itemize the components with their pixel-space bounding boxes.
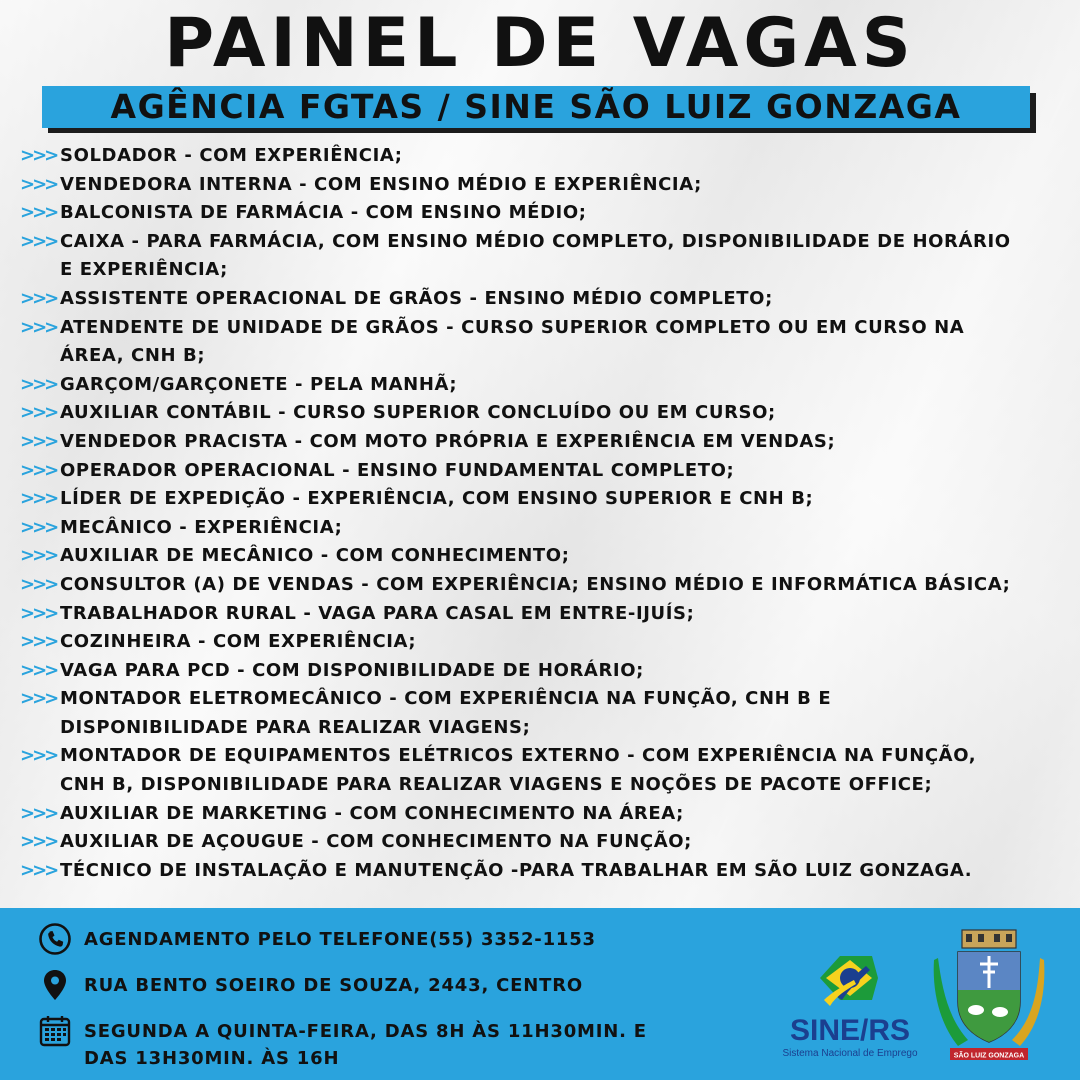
location-pin-icon bbox=[38, 968, 72, 1002]
city-logo-ribbon-text: SÃO LUIZ GONZAGA bbox=[953, 1052, 1025, 1060]
job-text: AUXILIAR DE MECÂNICO - COM CONHECIMENTO; bbox=[60, 545, 570, 567]
hours-text bbox=[84, 1018, 647, 1072]
triple-chevron-icon: >>> bbox=[20, 631, 57, 653]
triple-chevron-icon: >>> bbox=[20, 688, 57, 710]
job-item bbox=[20, 199, 1070, 228]
job-item bbox=[20, 485, 1070, 514]
triple-chevron-icon: >>> bbox=[20, 316, 57, 338]
triple-chevron-icon: >>> bbox=[20, 145, 57, 166]
job-text: MECÂNICO - EXPERIÊNCIA; bbox=[60, 516, 343, 538]
job-text: E EXPERIÊNCIA; bbox=[60, 259, 228, 281]
triple-chevron-icon: >>> bbox=[20, 859, 57, 881]
sine-rs-subtext: Sistema Nacional de Emprego bbox=[782, 1048, 918, 1059]
triple-chevron-icon: >>> bbox=[20, 802, 57, 824]
job-item bbox=[20, 742, 1070, 771]
job-text: ASSISTENTE OPERACIONAL DE GRÃOS - ENSINO MÉDIO COMPLETO; bbox=[60, 287, 773, 309]
job-item bbox=[20, 685, 1070, 714]
job-text: ATENDENTE DE UNIDADE DE GRÃOS - CURSO SUPERIOR COMPLETO OU EM CURSO NA bbox=[60, 316, 965, 338]
job-item bbox=[20, 457, 1070, 486]
page-title: PAINEL DE VAGAS bbox=[164, 4, 916, 83]
triple-chevron-icon: >>> bbox=[20, 602, 57, 624]
triple-chevron-icon: >>> bbox=[20, 402, 57, 424]
job-text: OPERADOR OPERACIONAL - ENSINO FUNDAMENTAL COMPLETO; bbox=[60, 459, 735, 481]
job-item-continuation bbox=[20, 771, 1070, 800]
job-text: VENDEDORA INTERNA - COM ENSINO MÉDIO E EXPERIÊNCIA; bbox=[60, 173, 702, 195]
job-item bbox=[20, 285, 1070, 314]
job-text: DISPONIBILIDADE PARA REALIZAR VIAGENS; bbox=[60, 716, 531, 738]
job-text: ÁREA, CNH B; bbox=[60, 345, 206, 367]
job-text: VENDEDOR PRACISTA - COM MOTO PRÓPRIA E EXPERIÊNCIA EM VENDAS; bbox=[60, 430, 836, 452]
job-item bbox=[20, 514, 1070, 543]
triple-chevron-icon: >>> bbox=[20, 831, 57, 853]
job-item bbox=[20, 542, 1070, 571]
phone-icon bbox=[38, 922, 72, 956]
triple-chevron-icon: >>> bbox=[20, 230, 57, 252]
job-text: CNH B, DISPONIBILIDADE PARA REALIZAR VIAGENS E NOÇÕES DE PACOTE OFFICE; bbox=[60, 774, 933, 796]
job-text: GARÇOM/GARÇONETE - PELA MANHÃ; bbox=[60, 373, 458, 395]
job-text: AUXILIAR CONTÁBIL - CURSO SUPERIOR CONCLUÍDO OU EM CURSO; bbox=[60, 402, 776, 424]
job-item-continuation bbox=[20, 342, 1070, 371]
job-text: LÍDER DE EXPEDIÇÃO - EXPERIÊNCIA, COM ENSINO SUPERIOR E CNH B; bbox=[60, 488, 814, 510]
hours-line-2: DAS 13H30MIN. ÀS 16H bbox=[84, 1048, 340, 1069]
address-text: RUA BENTO SOEIRO DE SOUZA, 2443, CENTRO bbox=[84, 975, 583, 996]
job-text: BALCONISTA DE FARMÁCIA - COM ENSINO MÉDIO; bbox=[60, 202, 587, 224]
triple-chevron-icon: >>> bbox=[20, 516, 57, 538]
job-text: CONSULTOR (A) DE VENDAS - COM EXPERIÊNCIA; ENSINO MÉDIO E INFORMÁTICA BÁSICA; bbox=[60, 573, 1011, 595]
job-item-continuation bbox=[20, 256, 1070, 285]
job-item bbox=[20, 628, 1070, 657]
phone-text: AGENDAMENTO PELO TELEFONE(55) 3352-1153 bbox=[84, 929, 596, 950]
sine-rs-logo bbox=[770, 952, 930, 1062]
job-item bbox=[20, 371, 1070, 400]
job-text: TÉCNICO DE INSTALAÇÃO E MANUTENÇÃO -PARA TRABALHAR EM SÃO LUIZ GONZAGA. bbox=[60, 859, 973, 881]
job-item bbox=[20, 657, 1070, 686]
job-list bbox=[20, 142, 1070, 885]
sao-luiz-gonzaga-coat-of-arms bbox=[928, 928, 1050, 1068]
job-text: AUXILIAR DE MARKETING - COM CONHECIMENTO NA ÁREA; bbox=[60, 802, 684, 824]
triple-chevron-icon: >>> bbox=[20, 202, 57, 224]
triple-chevron-icon: >>> bbox=[20, 430, 57, 452]
job-text: VAGA PARA PCD - COM DISPONIBILIDADE DE HORÁRIO; bbox=[60, 659, 644, 681]
job-text: COZINHEIRA - COM EXPERIÊNCIA; bbox=[60, 631, 417, 653]
job-item bbox=[20, 228, 1070, 257]
calendar-icon bbox=[38, 1014, 72, 1048]
triple-chevron-icon: >>> bbox=[20, 545, 57, 567]
agency-banner: AGÊNCIA FGTAS / SINE SÃO LUIZ GONZAGA bbox=[42, 86, 1030, 128]
job-text: SOLDADOR - COM EXPERIÊNCIA; bbox=[60, 145, 403, 166]
job-item-continuation bbox=[20, 714, 1070, 743]
hours-line-1: SEGUNDA A QUINTA-FEIRA, DAS 8H ÀS 11H30MIN. E bbox=[84, 1021, 647, 1042]
job-text: CAIXA - PARA FARMÁCIA, COM ENSINO MÉDIO COMPLETO, DISPONIBILIDADE DE HORÁRIO bbox=[60, 230, 1011, 252]
triple-chevron-icon: >>> bbox=[20, 373, 57, 395]
job-item bbox=[20, 828, 1070, 857]
job-text: MONTADOR ELETROMECÂNICO - COM EXPERIÊNCIA NA FUNÇÃO, CNH B E bbox=[60, 688, 832, 710]
sine-rs-wordmark: SINE/RS bbox=[789, 1014, 911, 1047]
job-item bbox=[20, 857, 1070, 886]
triple-chevron-icon: >>> bbox=[20, 745, 57, 767]
triple-chevron-icon: >>> bbox=[20, 659, 57, 681]
job-item bbox=[20, 600, 1070, 629]
job-item bbox=[20, 314, 1070, 343]
job-item bbox=[20, 399, 1070, 428]
job-text: AUXILIAR DE AÇOUGUE - COM CONHECIMENTO NA FUNÇÃO; bbox=[60, 831, 692, 853]
triple-chevron-icon: >>> bbox=[20, 173, 57, 195]
job-item bbox=[20, 428, 1070, 457]
job-item bbox=[20, 171, 1070, 200]
job-item bbox=[20, 571, 1070, 600]
triple-chevron-icon: >>> bbox=[20, 573, 57, 595]
job-text: MONTADOR DE EQUIPAMENTOS ELÉTRICOS EXTERNO - COM EXPERIÊNCIA NA FUNÇÃO, bbox=[60, 745, 977, 767]
job-text: TRABALHADOR RURAL - VAGA PARA CASAL EM ENTRE-IJUÍS; bbox=[60, 602, 695, 624]
job-item bbox=[20, 800, 1070, 829]
triple-chevron-icon: >>> bbox=[20, 459, 57, 481]
job-item bbox=[20, 142, 1070, 171]
triple-chevron-icon: >>> bbox=[20, 287, 57, 309]
triple-chevron-icon: >>> bbox=[20, 488, 57, 510]
